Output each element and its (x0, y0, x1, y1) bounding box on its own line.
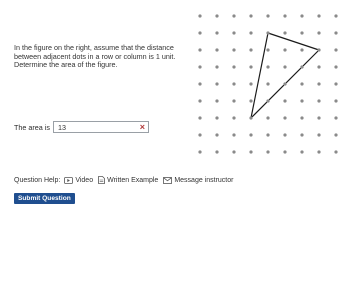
grid-dot (215, 65, 218, 68)
clear-answer-icon[interactable]: × (139, 121, 145, 132)
grid-dot (266, 14, 269, 17)
grid-dot (283, 133, 286, 136)
grid-dot (283, 31, 286, 34)
grid-dot (215, 82, 218, 85)
grid-dot (317, 14, 320, 17)
message-instructor-label: Message instructor (174, 176, 234, 184)
grid-dot (198, 133, 201, 136)
question-text (14, 44, 184, 70)
submit-question-button[interactable]: Submit Question (14, 193, 75, 204)
grid-dot (317, 31, 320, 34)
answer-label: The area is (14, 122, 50, 132)
grid-dot (249, 14, 252, 17)
grid-dot (283, 116, 286, 119)
answer-value: 13 (57, 122, 66, 132)
grid-dot (283, 14, 286, 17)
grid-dot (300, 48, 303, 51)
grid-dot (334, 133, 337, 136)
grid-dot (266, 48, 269, 51)
grid-dot (249, 65, 252, 68)
grid-dot (317, 65, 320, 68)
grid-dot (215, 133, 218, 136)
grid-dot (300, 133, 303, 136)
grid-dot (232, 31, 235, 34)
grid-dot (266, 150, 269, 153)
grid-dot (300, 150, 303, 153)
video-icon (64, 177, 73, 184)
written-example-link[interactable] (98, 176, 158, 184)
grid-dot (317, 82, 320, 85)
grid-dot (283, 65, 286, 68)
grid-dot (198, 65, 201, 68)
question-help (14, 176, 238, 184)
grid-dot (266, 31, 269, 34)
grid-dot (300, 31, 303, 34)
grid-dot (249, 150, 252, 153)
dot-grid-figure (180, 0, 350, 165)
grid-dot (215, 99, 218, 102)
question-line-3: Determine the area of the figure. (14, 60, 118, 70)
grid-dot (249, 82, 252, 85)
grid-dot (283, 150, 286, 153)
grid-dot (249, 31, 252, 34)
grid-dot (232, 150, 235, 153)
grid-dot (317, 48, 320, 51)
grid-dot (198, 99, 201, 102)
video-label: Video (75, 176, 94, 184)
grid-dot (215, 14, 218, 17)
grid-dot (198, 82, 201, 85)
triangle-figure (251, 33, 319, 118)
question-line-2: between adjacent dots in a row or column is 1 unit. (14, 51, 176, 61)
grid-dot (266, 133, 269, 136)
answer-input[interactable] (53, 121, 149, 133)
grid-dot (334, 116, 337, 119)
answer-row (14, 120, 149, 134)
grid-dot (300, 99, 303, 102)
grid-dot (249, 133, 252, 136)
grid-dot (198, 31, 201, 34)
grid-dot (215, 48, 218, 51)
grid-dot (300, 82, 303, 85)
grid-dot (232, 48, 235, 51)
grid-dot (232, 133, 235, 136)
grid-dot (266, 116, 269, 119)
grid-dot (198, 116, 201, 119)
grid-dot (334, 99, 337, 102)
grid-dot (283, 99, 286, 102)
grid-dot (215, 31, 218, 34)
grid-dot (317, 116, 320, 119)
dot-grid-svg (180, 0, 350, 165)
grid-dot (300, 116, 303, 119)
grid-dot (198, 48, 201, 51)
grid-dot (266, 82, 269, 85)
grid-dot (232, 82, 235, 85)
grid-dot (232, 99, 235, 102)
grid-dot (232, 65, 235, 68)
grid-dot (232, 116, 235, 119)
grid-dot (266, 99, 269, 102)
grid-dot (283, 82, 286, 85)
mail-icon (163, 177, 172, 184)
grid-dot (300, 65, 303, 68)
grid-dot (334, 14, 337, 17)
grid-dot (249, 116, 252, 119)
grid-dot (300, 14, 303, 17)
grid-dot (317, 99, 320, 102)
grid-dot (317, 133, 320, 136)
grid-dot (266, 65, 269, 68)
grid-dot (249, 48, 252, 51)
grid-dot (249, 99, 252, 102)
grid-dot (215, 116, 218, 119)
grid-dot (334, 31, 337, 34)
grid-dot (215, 150, 218, 153)
grid-dot (283, 48, 286, 51)
written-example-label: Written Example (107, 176, 159, 184)
grid-dot (334, 82, 337, 85)
grid-dot (334, 65, 337, 68)
message-instructor-link[interactable] (163, 177, 233, 184)
help-label: Question Help: (14, 176, 61, 184)
document-icon (98, 176, 105, 184)
grid-dot (317, 150, 320, 153)
question-line-1: In the figure on the right, assume that the distance (14, 43, 174, 52)
grid-dot (334, 150, 337, 153)
grid-dot (334, 48, 337, 51)
grid-dot (198, 14, 201, 17)
grid-dot (198, 150, 201, 153)
grid-dot (232, 14, 235, 17)
video-link[interactable] (64, 177, 93, 184)
